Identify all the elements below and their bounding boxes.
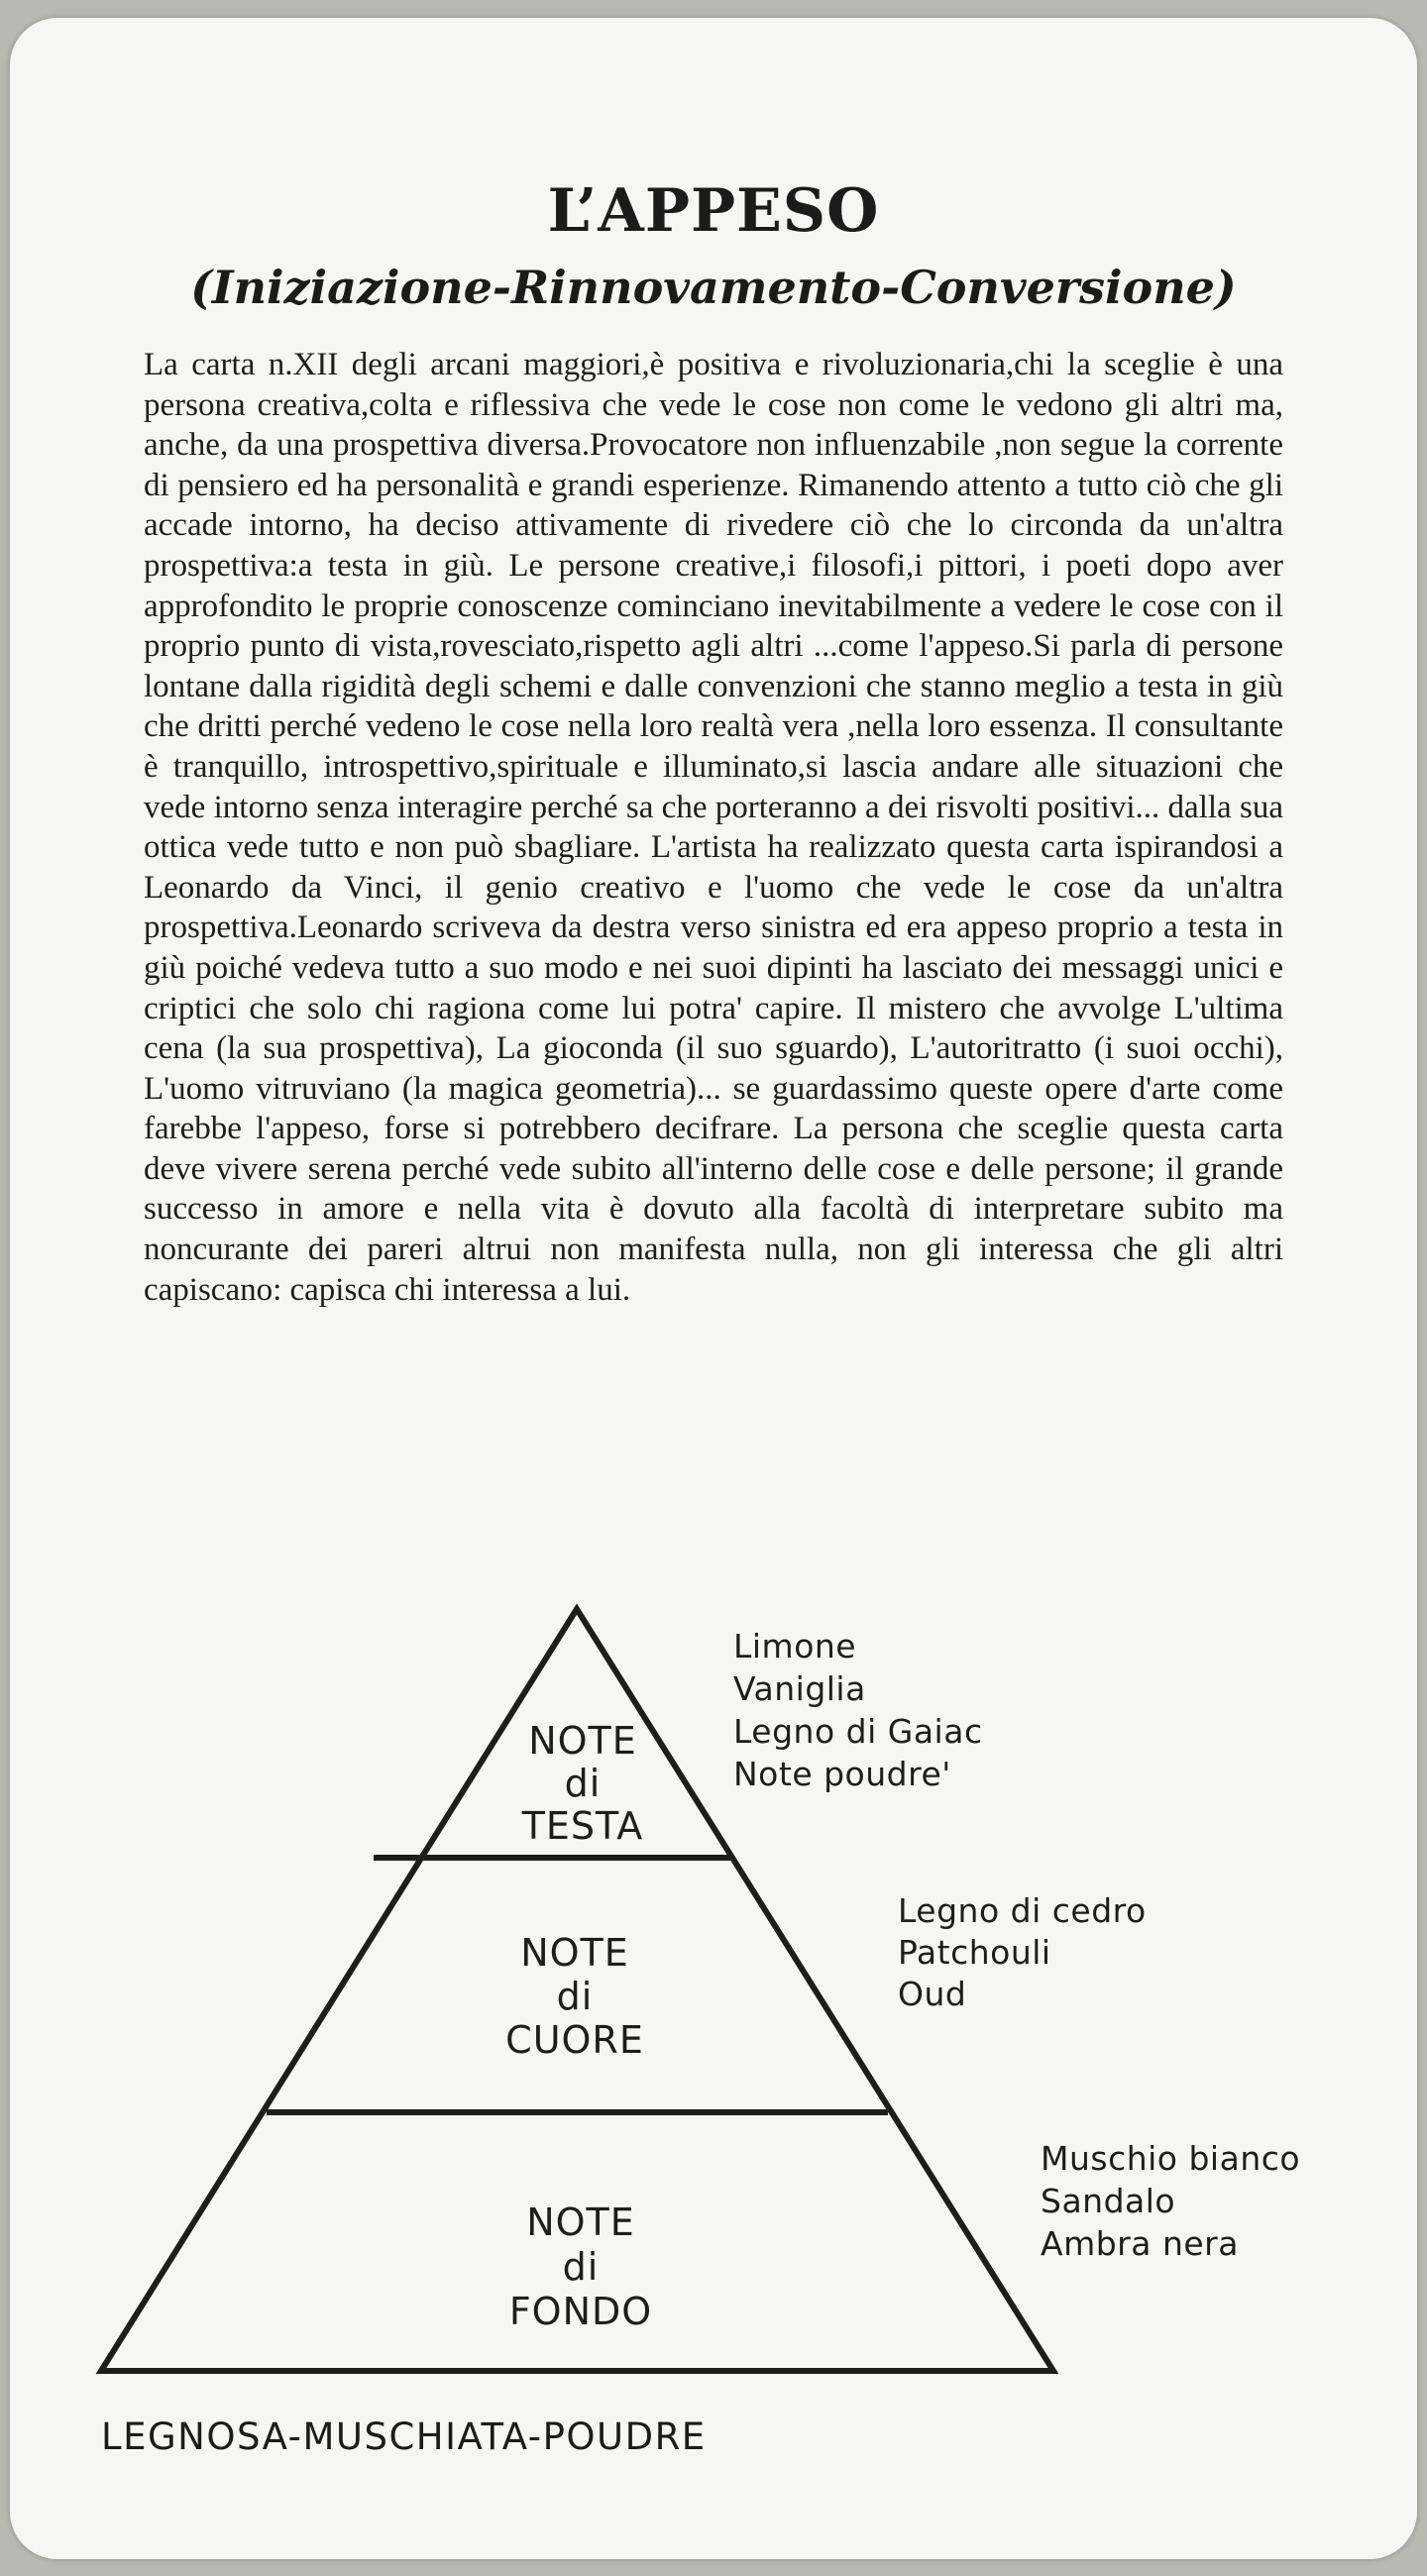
bottom-note-item: Sandalo	[1041, 2182, 1176, 2220]
top-note-item: Note poudre'	[733, 1755, 951, 1793]
fragrance-pyramid	[10, 18, 1417, 2559]
bottom-tier-label-note: NOTE	[526, 2200, 635, 2244]
bottom-tier-label-di: di	[562, 2245, 600, 2289]
top-note-item: Legno di Gaiac	[733, 1712, 983, 1751]
middle-note-item: Oud	[898, 1975, 967, 2013]
top-tier-label-di: di	[564, 1762, 602, 1805]
bottom-tier-label-fondo: FONDO	[508, 2290, 653, 2333]
fragrance-family: LEGNOSA-MUSCHIATA-POUDRE	[101, 2415, 707, 2458]
middle-tier-label-di: di	[556, 1975, 594, 2018]
tarot-card	[10, 18, 1417, 2559]
card-title: L’APPESO	[547, 176, 880, 246]
top-note-item: Limone	[733, 1627, 857, 1665]
top-tier-label-testa: TESTA	[521, 1804, 644, 1848]
middle-tier-label-note: NOTE	[520, 1931, 629, 1975]
middle-note-item: Legno di cedro	[898, 1891, 1147, 1930]
middle-note-item: Patchouli	[898, 1933, 1051, 1972]
top-tier-label-note: NOTE	[528, 1719, 637, 1763]
card-subtitle: (Iniziazione-Rinnovamento-Conversione)	[190, 261, 1237, 314]
middle-tier-label-cuore: CUORE	[505, 2018, 644, 2062]
bottom-note-item: Ambra nera	[1041, 2224, 1239, 2263]
bottom-note-item: Muschio bianco	[1041, 2139, 1301, 2178]
top-note-item: Vaniglia	[733, 1669, 866, 1708]
card-description: La carta n.XII degli arcani maggiori,è positiva e rivoluzionaria,chi la sceglie è una persona creativa,colta e riflessiva che vede le cose non come le vedono gli altri ma, anche, da una prospettiva diversa.Provocatore non influenzabile ,non segue la corrente di pensiero ed ha personalità e grandi esperienze. Rimanendo attento a tutto ciò che gli accade intorno, ha deciso attivamente di rivedere ciò che lo circonda da un'altra prospettiva:a testa in giù. Le persone creative,i filosofi,i pittori, i poeti dopo aver approfondito le proprie conoscenze cominciano inevitabilmente a vedere le cose con il proprio punto di vista,rovesciato,rispetto agli altri ...come l'appeso.Si parla di persone lontane dalla rigidità degli schemi e dalle convenzioni che stanno meglio a testa in giù che dritti perché vedeno le cose nella loro realtà vera ,nella loro essenza. Il consultante è tranquillo, introspettivo,spirituale e illuminato,si lascia andare alle situazioni che vede intorno senza interagire perché sa che porteranno a dei risvolti positivi... dalla sua ottica vede tutto e non può sbagliare. L'artista ha realizzato questa carta ispirandosi a Leonardo da Vinci, il genio creativo e l'uomo che vede le cose da un'altra prospettiva.Leonardo scriveva da destra verso sinistra ed era appeso proprio a testa in giù poiché vedeva tutto a suo modo e nei suoi dipinti ha lasciato dei messaggi unici e criptici che solo chi ragiona come lui potra' capire. Il mistero che avvolge L'ultima cena (la sua prospettiva), La gioconda (il suo sguardo), L'autoritratto (i suoi occhi), L'uomo vitruviano (la magica geometria)... se guardassimo queste opere d'arte come farebbe l'appeso, forse si potrebbero decifrare. La persona che sceglie questa carta deve vivere serena perché vede subito all'interno delle cose e delle persone; il grande successo in amore e nella vita è dovuto alla facoltà di interpretare subito ma noncurante dei pareri altrui non manifesta nulla, non gli interessa che gli altri capiscano: capisca chi interessa a lui.	[144, 347, 1283, 1308]
